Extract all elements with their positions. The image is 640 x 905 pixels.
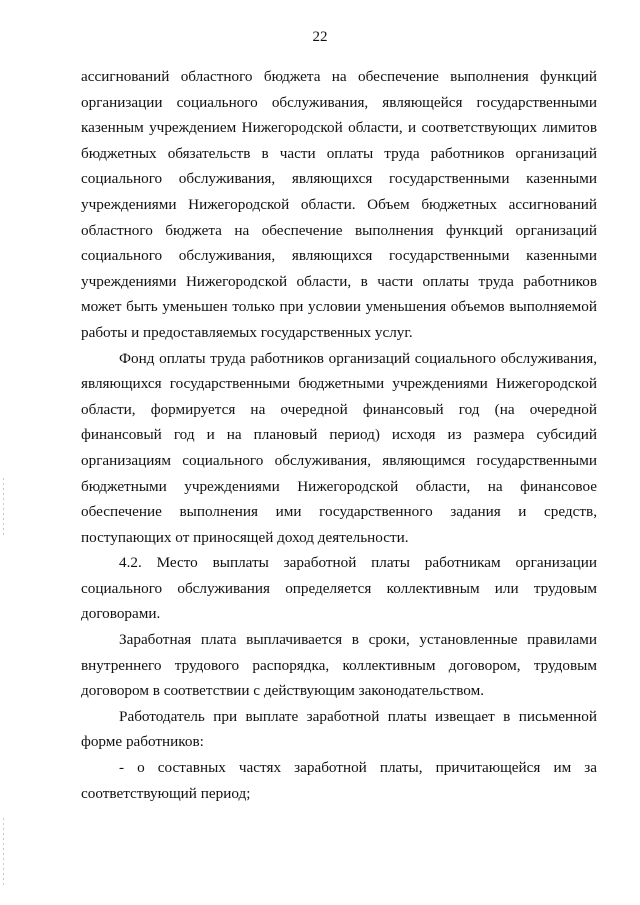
scan-edge-mark <box>3 818 4 888</box>
paragraph: Заработная плата выплачивается в сроки, установленные правилами внутреннего трудового распорядка, коллективным договором, трудовым договором в соответствии с действующим законодательством. <box>81 631 597 700</box>
paragraph: ассигнований областного бюджета на обеспечение выполнения функций организации социального обслуживания, являющейся государственными казенным учреждением Нижегородской области, и соответствующих лимитов бюджетных обязательств в части оплаты труда работников организаций социального обслуживания, являющихся государственными казенными учреждениями Нижегородской области. Объем бюджетных ассигнований областного бюджета на обеспечение выполнения функций организаций социального обслуживания, являющихся государственными казенными учреждениями Нижегородской области, в части оплаты труда работников может быть уменьшен только при условии уменьшения объемов выполняемой работы и предоставляемых государственных услуг. <box>81 68 597 341</box>
paragraph: 4.2. Место выплаты заработной платы работникам организации социального обслуживания определяется коллективным или трудовым договорами. <box>81 554 597 623</box>
list-item: - о составных частях заработной платы, причитающейся им за соответствующий период; <box>81 759 597 802</box>
paragraph: Работодатель при выплате заработной платы извещает в письменной форме работников: <box>81 707 597 751</box>
document-body <box>81 64 597 806</box>
paragraph: Фонд оплаты труда работников организаций социального обслуживания, являющихся государственными бюджетными учреждениями Нижегородской области, формируется на очередной финансовый год (на очередной финансовый год и на плановый период) исходя из размера субсидий организациям социального обслуживания, являющимся государственными бюджетными учреждениями Нижегородской области, на финансовое обеспечение выполнения ими государственного задания и средств, поступающих от приносящей доход деятельности. <box>81 349 597 546</box>
scan-edge-mark <box>3 478 4 536</box>
page-number: 22 <box>312 29 328 45</box>
